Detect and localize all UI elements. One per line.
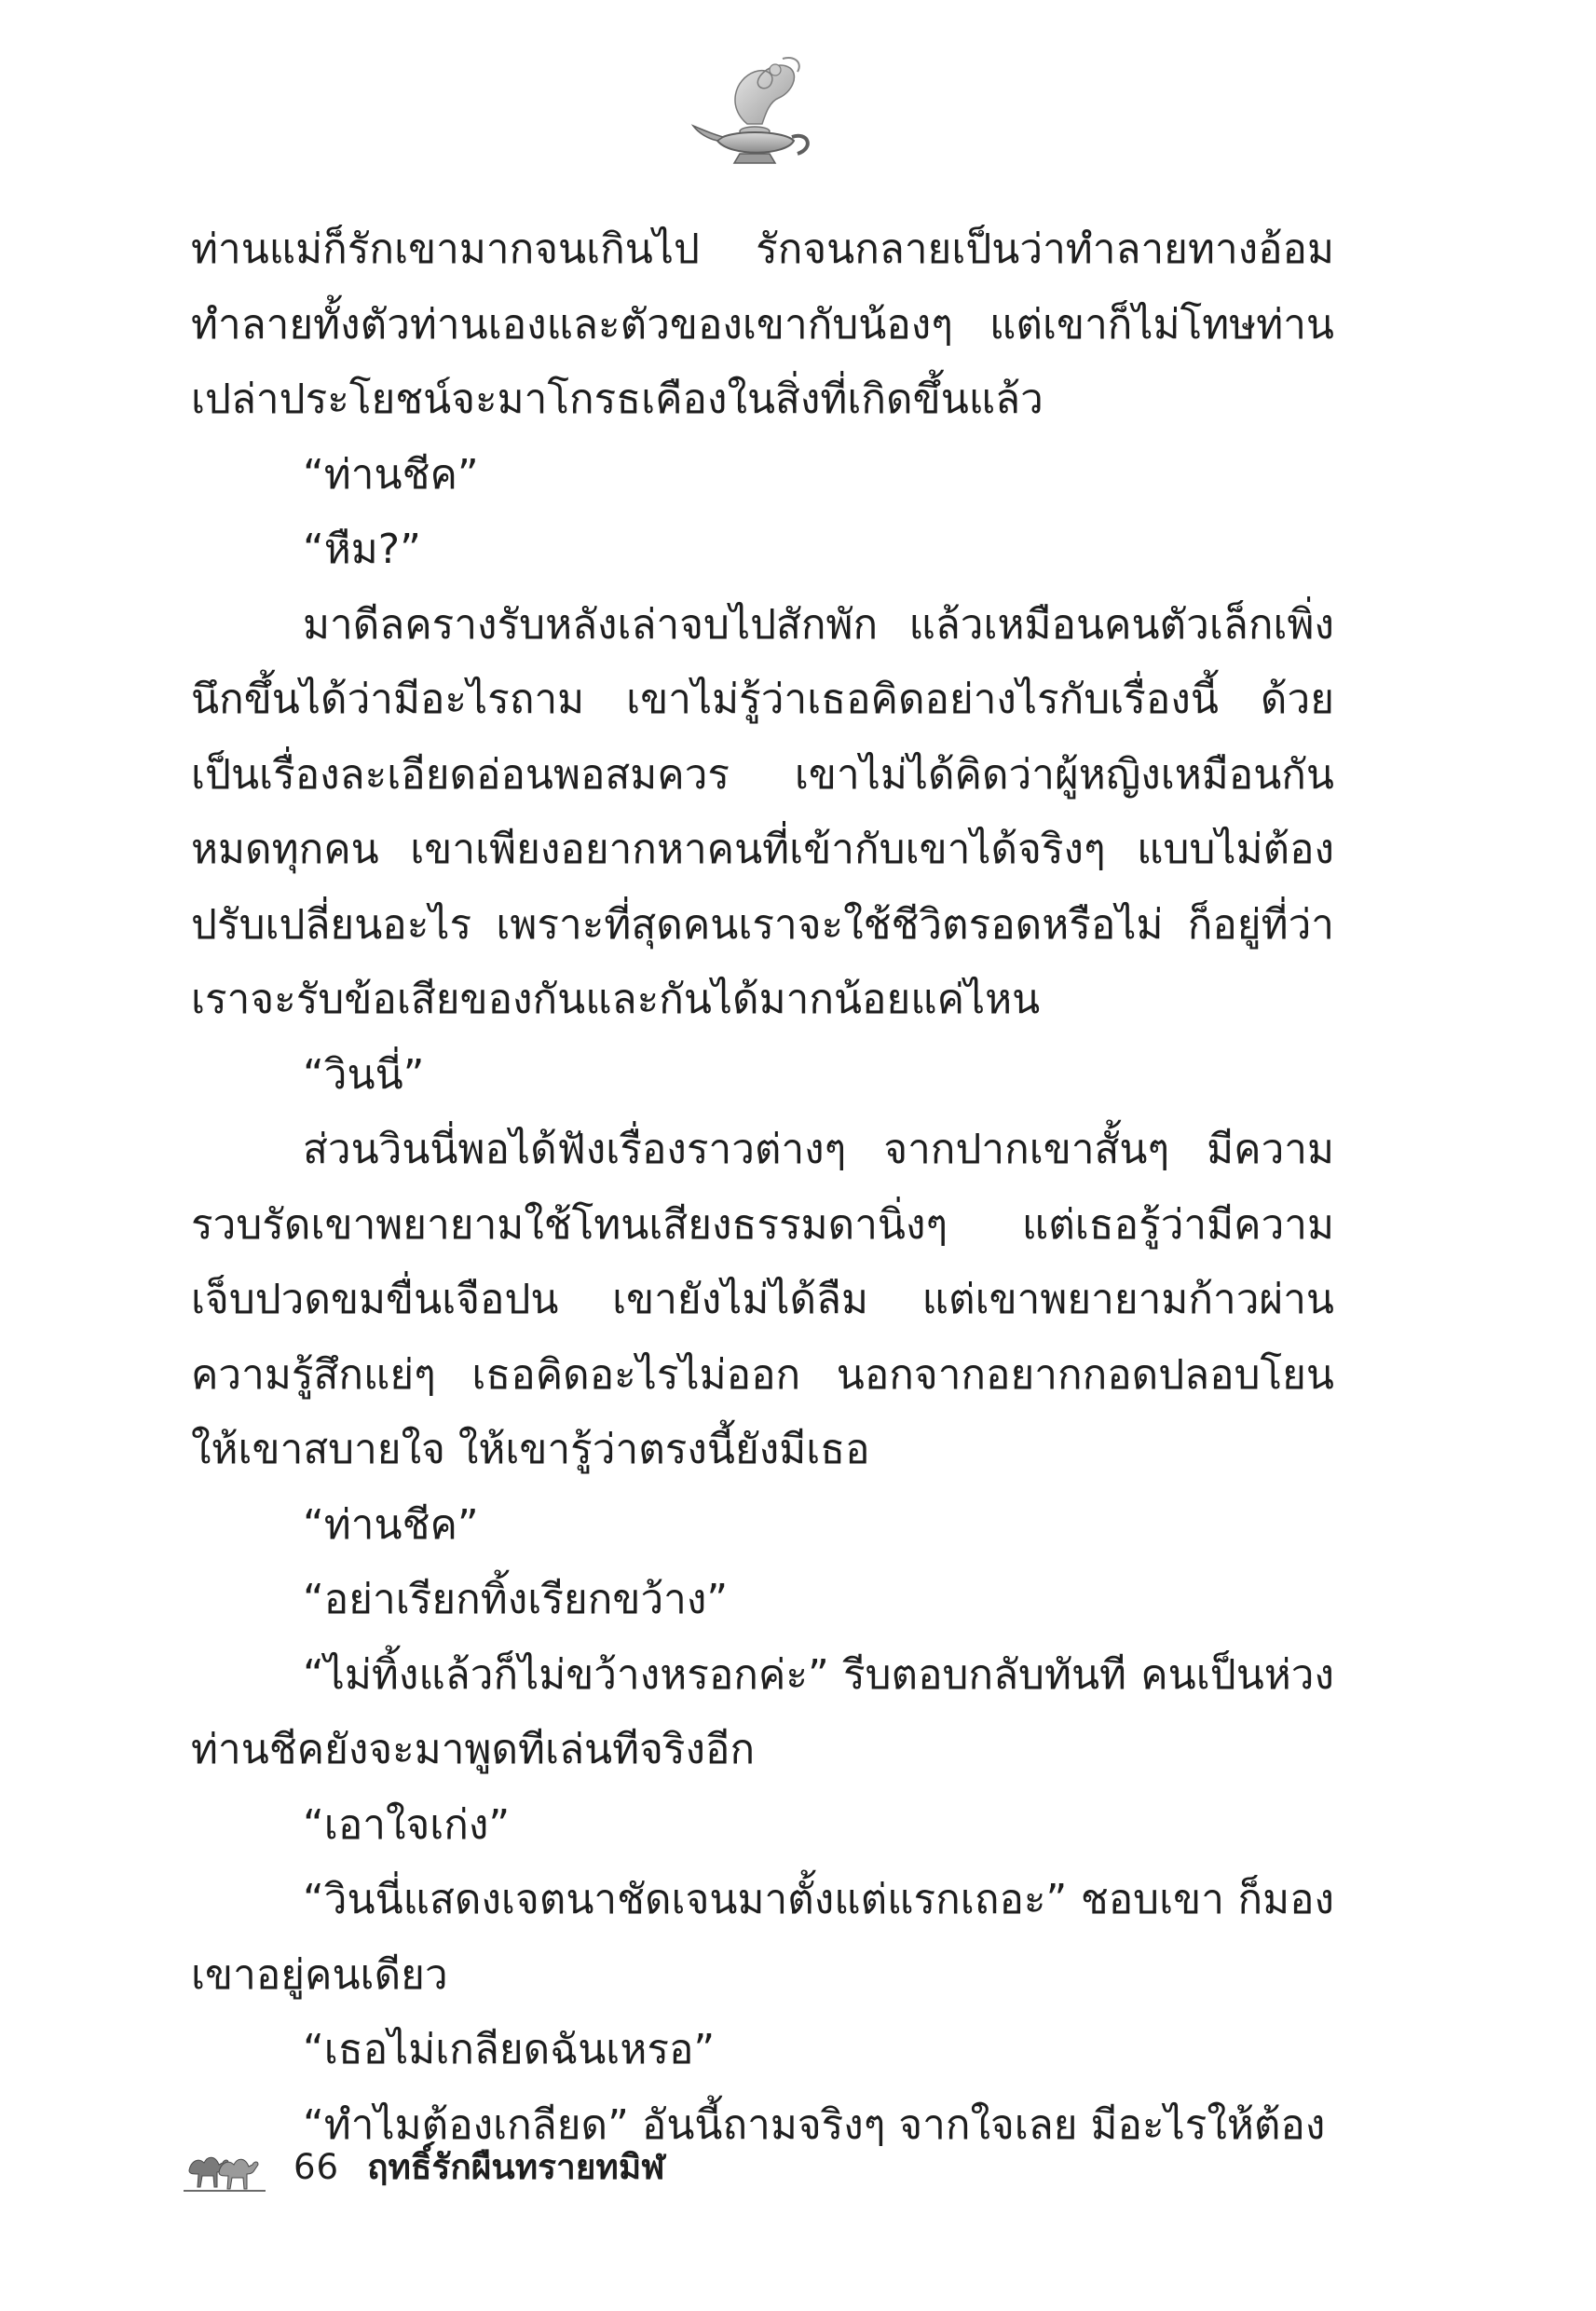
dialogue-line: “อย่าเรียกทิ้งเรียกขว้าง”	[303, 1576, 729, 1623]
dialogue-line: “เอาใจเก่ง”	[303, 1800, 511, 1849]
page-footer	[182, 2134, 665, 2199]
body-text	[191, 212, 1334, 2163]
paragraph: มาดีลครางรับหลังเล่าจบไปสักพัก แล้วเหมือนคนตัวเล็กเพิ่งนึกขึ้นได้ว่ามีอะไรถาม เขาไม่รู้ว่าเธอคิดอย่างไรกับเรื่องนี้ ด้วยเป็นเรื่องละเอียดอ่อนพอสมควร เขาไม่ได้คิดว่าผู้หญิงเหมือนกันหมดทุกคน เขาเพียงอยากหาคนที่เข้ากับเขาได้จริงๆ แบบไม่ต้องปรับเปลี่ยนอะไร เพราะที่สุดคนเราจะใช้ชีวิตรอดหรือไม่ ก็อยู่ที่ว่าเราจะรับข้อเสียของกันและกันได้มากน้อยแค่ไหน	[191, 600, 1334, 1023]
camel-caravan-icon	[182, 2139, 267, 2195]
dialogue-line: “เธอไม่เกลียดฉันเหรอ”	[303, 2026, 716, 2073]
dialogue-line: “วินนี่”	[303, 1050, 425, 1099]
book-title: ฤทธิ์รักผืนทรายทมิฬ	[367, 2146, 665, 2187]
paragraph: “วินนี่แสดงเจตนาชัดเจนมาตั้งแต่แรกเถอะ” ชอบเขา ก็มองเขาอยู่คนเดียว	[191, 1876, 1334, 1999]
page-number: 66	[293, 2146, 340, 2187]
paragraph: “ไม่ทิ้งแล้วก็ไม่ขว้างหรอกค่ะ” รีบตอบกลับทันที คนเป็นห่วงท่านชีคยังจะมาพูดทีเล่นทีจริงอีก	[191, 1650, 1334, 1773]
dialogue-line: “ท่านชีค”	[303, 1500, 479, 1549]
paragraph: “ทำไมต้องเกลียด” อันนี้ถามจริงๆ จากใจเลย มีอะไรให้ต้อง	[303, 2100, 1326, 2149]
genie-lamp-icon	[689, 51, 820, 172]
dialogue-line: “หืม?”	[303, 526, 421, 573]
paragraph: ส่วนวินนี่พอได้ฟังเรื่องราวต่างๆ จากปากเขาสั้นๆ มีความรวบรัดเขาพยายามใช้โทนเสียงธรรมดานิ่งๆ แต่เธอรู้ว่ามีความเจ็บปวดขมขื่นเจือปน เขายังไม่ได้ลืม แต่เขาพยายามก้าวผ่านความรู้สึกแย่ๆ เธอคิดอะไรไม่ออก นอกจากอยากกอดปลอบโยนให้เขาสบายใจ ให้เขารู้ว่าตรงนี้ยังมีเธอ	[191, 1126, 1334, 1473]
dialogue-line: “ท่านชีค”	[303, 450, 479, 499]
paragraph: ท่านแม่ก็รักเขามากจนเกินไป รักจนกลายเป็นว่าทำลายทางอ้อม ทำลายทั้งตัวท่านเองและตัวของเขากับน้องๆ แต่เขาก็ไม่โทษท่าน เปล่าประโยชน์จะมาโกรธเคืองในสิ่งที่เกิดขึ้นแล้ว	[191, 226, 1334, 423]
